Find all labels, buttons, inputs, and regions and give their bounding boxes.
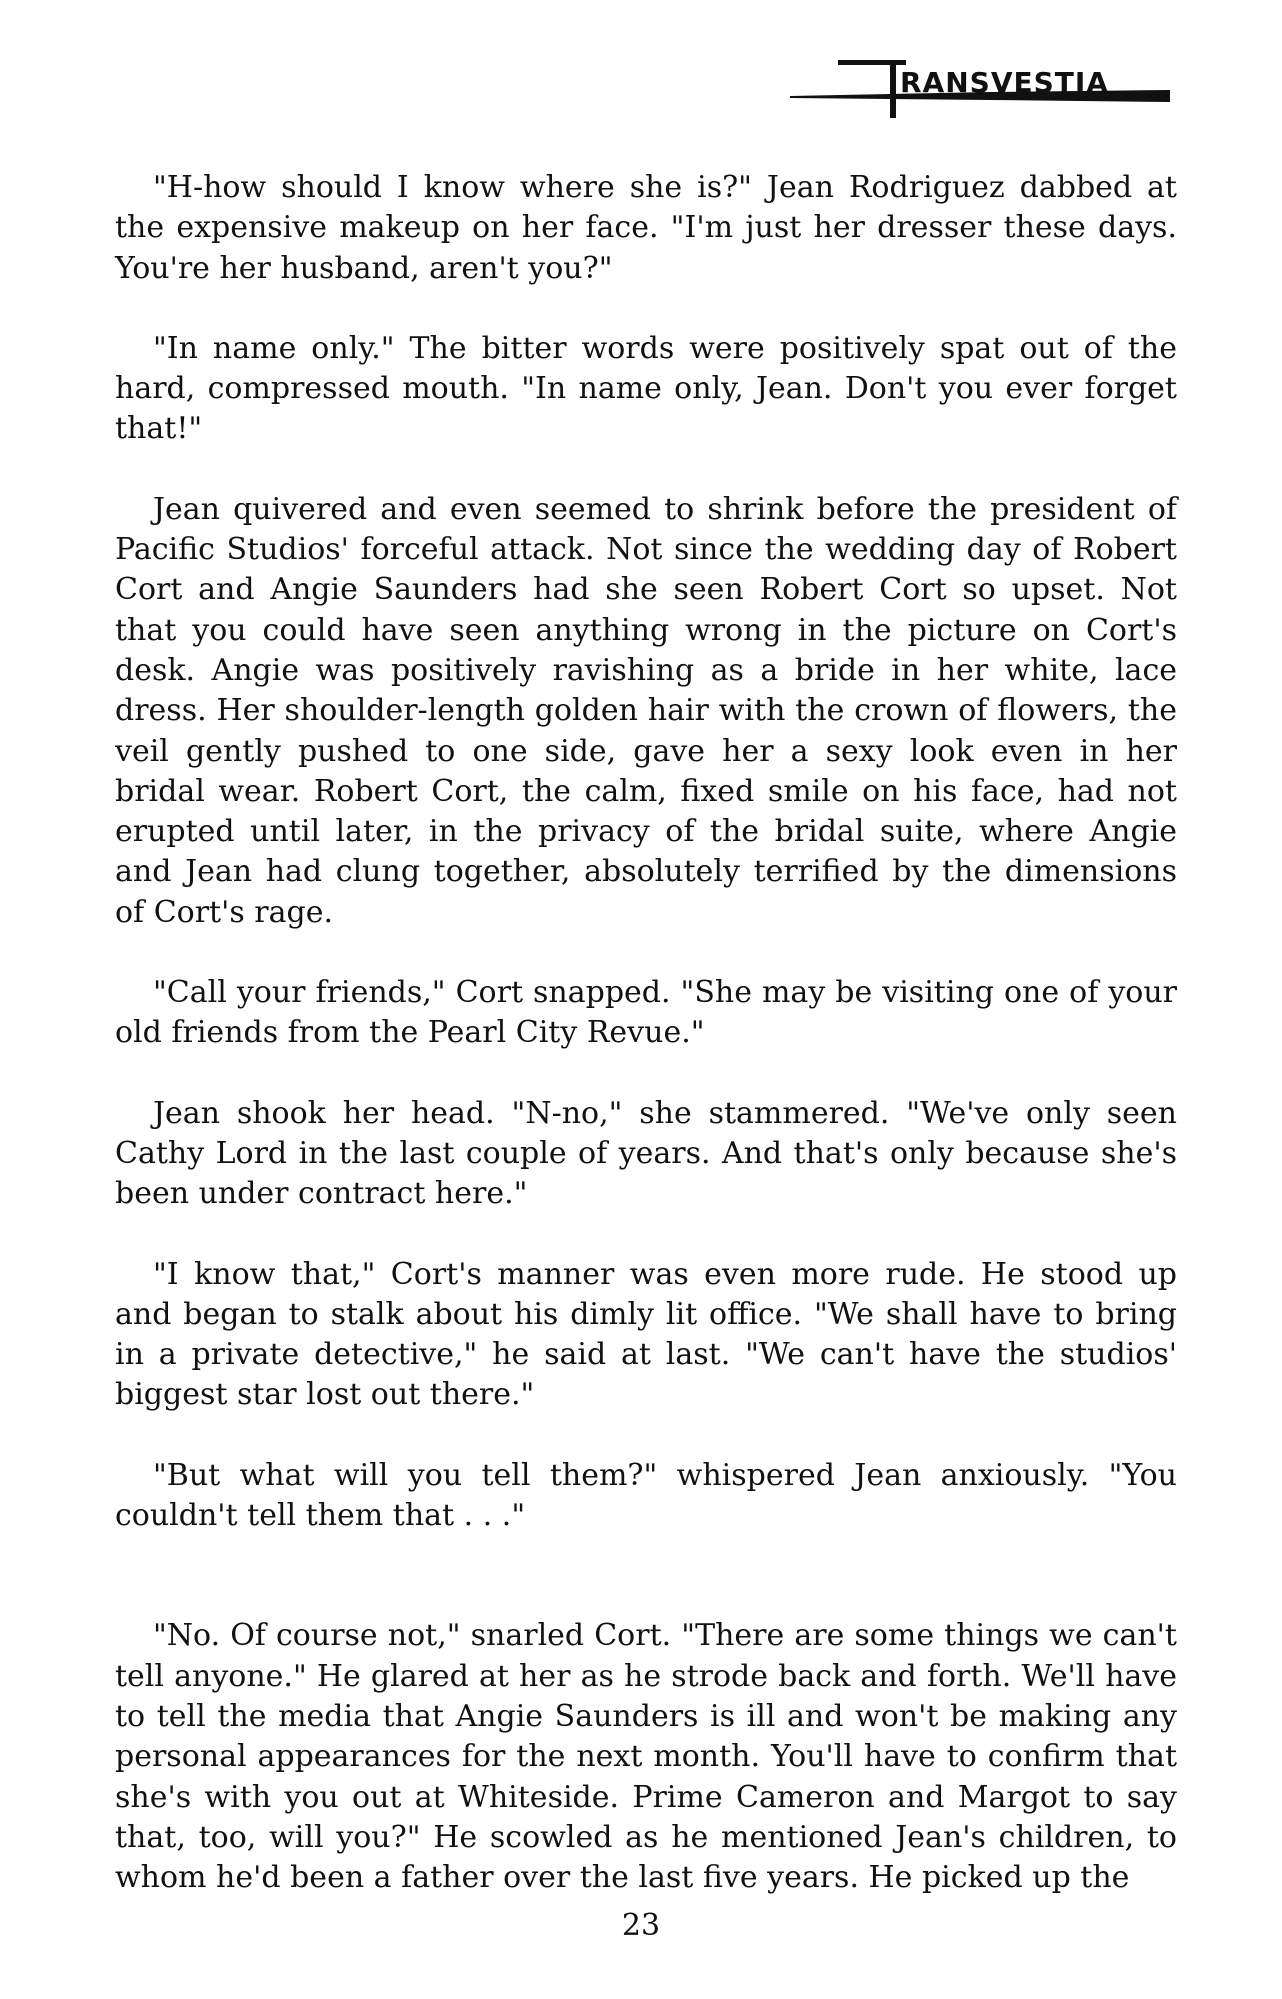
paragraph: "H-how should I know where she is?" Jean Rodriguez dabbed at the expensive makeup on her face. "I'm just her dresser these days. You're her husband, aren't you?" [115,170,1177,286]
page-number: 23 [621,1908,661,1943]
paragraph: Jean quivered and even seemed to shrink before the president of Pacific Studios' forceful attack. Not since the wedding day of Robert Cort and Angie Saunders had she seen Robert Cort so upset. Not that you could have seen anything wrong in the picture on Cort's desk. Angie was positively ravishing as a bride in her white, lace dress. Her shoulder-length golden hair with the crown of flowers, the veil gently pushed to one side, gave her a sexy look even in her bridal wear. Robert Cort, the calm, fixed smile on his face, had not erupted until later, in the privacy of the bridal suite, where Angie and Jean had clung together, absolutely terrified by the dimensions of Cort's rage. [115,491,1177,930]
paragraph: "No. Of course not," snarled Cort. "There are some things we can't tell anyone." He glared at her as he strode back and forth. We'll have to tell the media that Angie Saunders is ill and won't be making any personal appearances for the next month. You'll have to confirm that she's with you out at Whiteside. Prime Cameron and Margot to say that, too, will you?" He scowled as he mentioned Jean's children, to whom he'd been a father over the last five years. He picked up the [115,1618,1177,1896]
paragraph: Jean shook her head. "N-no," she stammered. "We've only seen Cathy Lord in the last couple of years. And that's only because she's been under contract here." [115,1095,1177,1212]
paragraph: "I know that," Cort's manner was even more rude. He stood up and began to stalk about his dimly lit office. "We shall have to bring in a private detective," he said at last. "We can't have the studios' biggest star lost out there." [115,1256,1177,1413]
masthead-title: RANSVESTIA [900,66,1109,99]
paragraph: "In name only." The bitter words were positively spat out of the hard, compressed mouth. "In name only, Jean. Don't you ever forget that!" [115,330,1177,447]
story-text [115,168,1177,1938]
masthead-logo [790,52,1170,122]
paragraph: "Call your friends," Cort snapped. "She may be visiting one of your old friends from the Pearl City Revue." [115,975,1177,1051]
paragraph: "But what will you tell them?" whispered Jean anxiously. "You couldn't tell them that . . ." [115,1457,1177,1534]
